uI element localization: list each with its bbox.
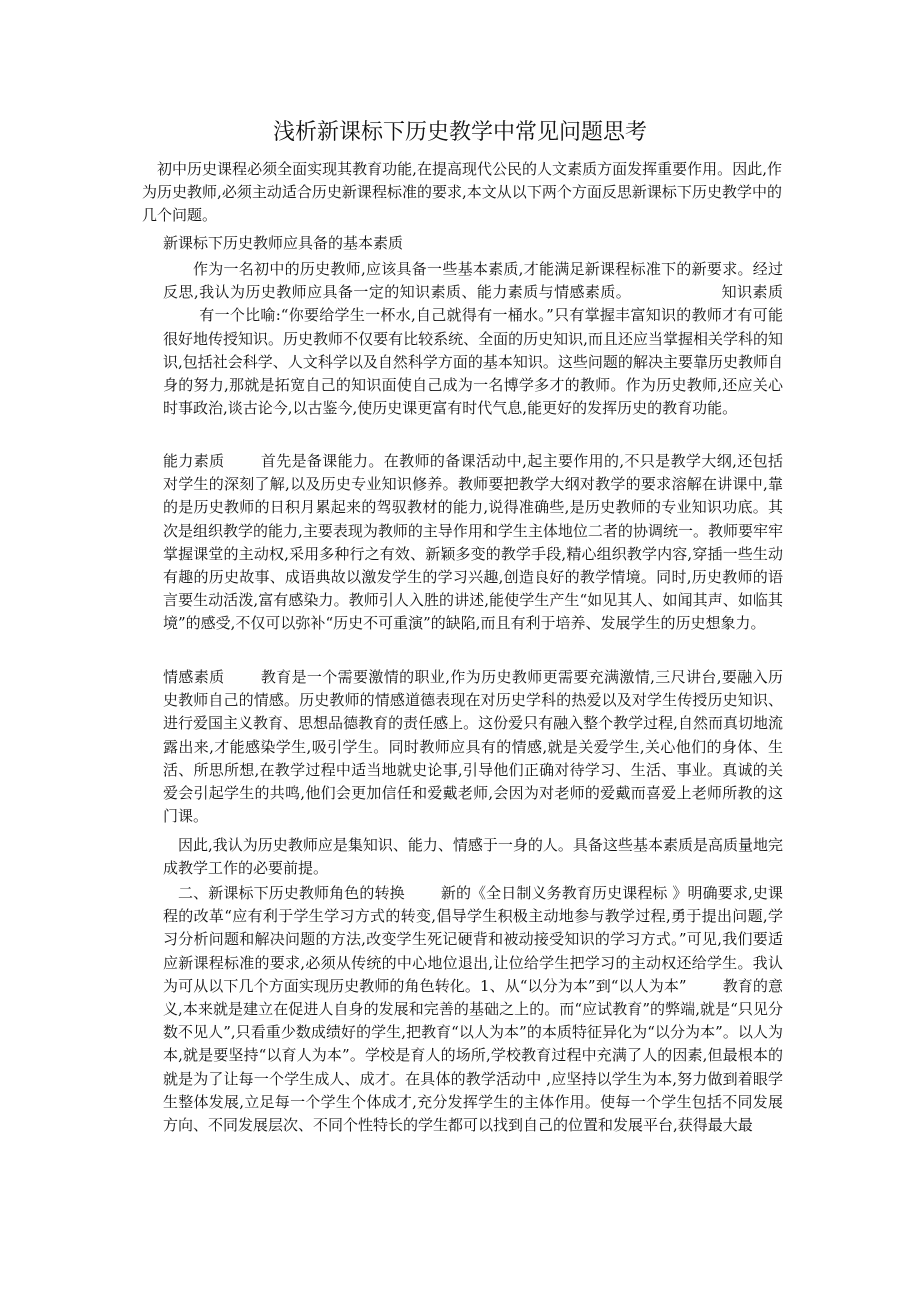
emotion-label: 情感素质 [163, 668, 225, 686]
knowledge-label: 知识素质 [721, 283, 783, 302]
ability-label: 能力素质 [163, 452, 225, 470]
section2-paragraph [163, 882, 783, 1137]
section2-text-b: 教育的意义,本来就是建立在促进人自身的发展和完善的基础之上的。而“应试教育”的弊端,就是“只见分数不见人”,只看重少数成绩好的学生,把教育“以人为本”的本质特征异化为“以分为本”。以人为本,就是要坚持“以育人为本”。学校是育人的场所,学校教育过程中充满了人的因素,但最根本的就是为了让每一个学生成人、成才。在具体的教学活动中 ,应坚持以学生为本,努力做到着眼学生整体发展,立足每一个学生个体成才,充分发挥学生的主体作用。使每一个学生包括不同发展方向、不同发展层次、不同个性特长的学生都可以找到自己的位置和发展平台,获得最大最 [163, 976, 783, 1135]
section2-heading: 二、新课标下历史教师角色的转换 [178, 884, 405, 902]
intro-paragraph: 初中历史课程必须全面实现其教育功能,在提高现代公民的人文素质方面发挥重要作用。因此,作为历史教师,必须主动适合历史新课程标准的要求,本文从以下两个方面反思新课标下历史教学中的几个问题。 [142, 160, 782, 225]
knowledge-text: 有一个比喻:“你要给学生一杯水,自己就得有一桶水。”只有掌握丰富知识的教师才有可能很好地传授知识。历史教师不仅要有比较系统、全面的历史知识,而且还应当掌握相关学科的知识,包括社会科学、人文科学以及自然科学方面的基本知识。这些问题的解决主要靠历史教师自身的努力,那就是拓宽自己的知识面使自己成为一名博学多才的教师。作为历史教师,还应关心时事政治,谈古论今,以古鉴今,使历史课更富有时代气息,能更好的发挥历史的教育功能。 [163, 306, 783, 418]
section2-text-a: 新的《全日制义务教育历史课程标 》明确要求,史课程的改革“应有利于学生学习方式的转变,倡导学生积极主动地参与教学过程,勇于提出问题,学习分析问题和解决问题的方法,改变学生死记硬背和被动接受知识的学习方式。”可见,我们要适应新课程标准的要求,必须从传统的中心地位退出,让位给学生把学习的主动权还给学生。我认为可从以下几个方面实现历史教师的角色转化。1、从“以分为本”到“以人为本” [163, 884, 783, 995]
ability-paragraph [163, 450, 783, 636]
section1-heading: 新课标下历史教师应具备的基本素质 [163, 234, 404, 252]
section1-intro-text: 作为一名初中的历史教师,应该具备一些基本素质,才能满足新课程标准下的新要求。经过反思,我认为历史教师应具备一定的知识素质、能力素质与情感素质。 [163, 260, 783, 302]
emotion-text: 教育是一个需要激情的职业,作为历史教师更需要充满激情,三尺讲台,要融入历史教师自己的情感。历史教师的情感道德表现在对历史学科的热爱以及对学生传授历史知识、进行爱国主义教育、思想品德教育的责任感上。这份爱只有融入整个教学过程,自然而真切地流露出来,才能感染学生,吸引学生。同时教师应具有的情感,就是关爱学生,关心他们的身体、生活、所思所想,在教学过程中适当地就史论事,引导他们正确对待学习、生活、事业。真诚的关爱会引起学生的共鸣,他们会更加信任和爱戴老师,会因为对老师的爱戴而喜爱上老师所教的这门课。 [163, 668, 783, 826]
section1-intro [163, 258, 783, 420]
summary-paragraph: 因此,我认为历史教师应是集知识、能力、情感于一身的人。具备这些基本素质是高质量地完成教学工作的必要前提。 [163, 836, 783, 878]
emotion-paragraph [163, 666, 783, 828]
ability-text: 首先是备课能力。在教师的备课活动中,起主要作用的,不只是教学大纲,还包括对学生的深刻了解,以及历史专业知识修养。教师要把教学大纲对教学的要求溶解在讲课中,靠的是历史教师的日积月累起来的驾驭教材的能力,说得准确些,是历史教师的专业知识功底。其次是组织教学的能力,主要表现为教师的主导作用和学生主体地位二者的协调统一。教师要牢牢掌握课堂的主动权,采用多种行之有效、新颖多变的教学手段,精心组织教学内容,穿插一些生动有趣的历史故事、成语典故以激发学生的学习兴趣,创造良好的教学情境。同时,历史教师的语言要生动活泼,富有感染力。教师引人入胜的讲述,能使学生产生“如见其人、如闻其声、如临其境”的感受,不仅可以弥补“历史不可重演”的缺陷,而且有利于培养、发展学生的历史想象力。 [163, 452, 783, 633]
document-title: 浅析新课标下历史教学中常见问题思考 [272, 120, 647, 145]
